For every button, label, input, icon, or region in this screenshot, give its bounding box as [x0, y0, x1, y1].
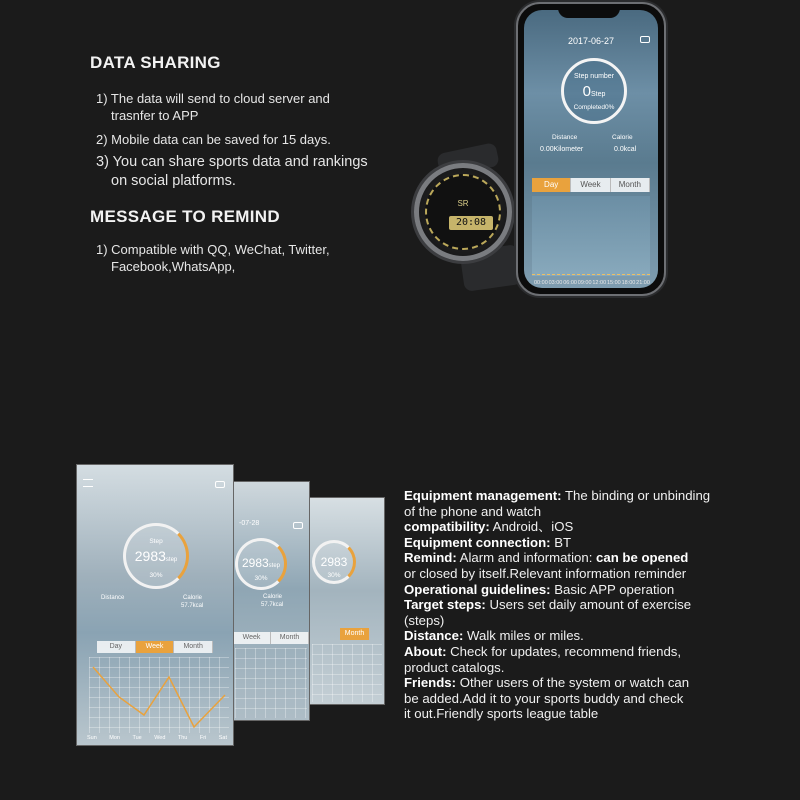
- feature-label: Equipment connection:: [404, 534, 551, 550]
- day-tick: Wed: [154, 735, 166, 741]
- feature-text-cont: product catalogs.: [404, 659, 505, 675]
- feature-text: Android、iOS: [489, 519, 574, 535]
- feature-text: BT: [550, 534, 572, 550]
- camera-icon[interactable]: [215, 481, 225, 488]
- remind-heading: MESSAGE TO REMIND: [90, 207, 280, 226]
- time-tick: 21:00: [636, 280, 650, 286]
- feature-text: Basic APP operation: [550, 581, 675, 597]
- calorie-value: 0.0kcal: [614, 146, 637, 153]
- step-percent: 30%: [327, 572, 341, 579]
- data-sharing-item-3: [96, 153, 368, 191]
- step-unit: step: [165, 557, 178, 563]
- day-axis: [87, 735, 227, 741]
- feature-text: Other users of the system or watch can: [456, 675, 690, 691]
- feature-text: Walk miles or miles.: [463, 628, 584, 644]
- feature-operational-guidelines: [404, 582, 796, 598]
- app-screen-day: [76, 464, 234, 746]
- data-sharing-item-1-line2: trasnfer to APP: [111, 108, 199, 123]
- data-sharing-item-2-line1: 2) Mobile data can be saved for 15 days.: [96, 132, 331, 147]
- period-tabs: [340, 628, 370, 640]
- calorie-label: Calorie: [263, 594, 283, 600]
- step-completed: Completed0%: [573, 104, 615, 111]
- feature-label: compatibility:: [404, 519, 490, 535]
- feature-text: Alarm and information:: [456, 550, 597, 566]
- calorie-label: Calorie: [183, 595, 203, 601]
- step-ring-label: Step number: [573, 73, 615, 80]
- calorie-label: Calorie: [612, 134, 633, 141]
- time-tick: 06:00: [563, 280, 577, 286]
- feature-text-cont: (steps): [404, 612, 445, 628]
- feature-list: [404, 488, 796, 722]
- tab-week[interactable]: Week: [233, 632, 271, 644]
- tab-day[interactable]: Day: [97, 641, 136, 653]
- time-tick: 03:00: [548, 280, 563, 286]
- data-sharing-heading: DATA SHARING: [90, 53, 221, 72]
- step-ring-small: [312, 540, 356, 584]
- screen-date: -07-28: [239, 520, 260, 527]
- day-tick: Thu: [177, 735, 188, 741]
- tab-month[interactable]: Month: [174, 641, 213, 653]
- remind-item-1: [96, 241, 330, 275]
- feature-friends: [404, 675, 796, 722]
- step-ring-value: [238, 556, 284, 570]
- day-tick: Tue: [132, 735, 142, 741]
- watch-sub-label: SR: [457, 199, 469, 208]
- feature-distance: [404, 628, 796, 644]
- step-ring-value: [126, 548, 186, 564]
- step-ring-medium: [235, 538, 287, 590]
- time-axis: [534, 280, 650, 286]
- step-count: 0: [582, 83, 591, 100]
- step-count: 2983: [320, 555, 348, 569]
- top-phone-date: 2017-06-27: [567, 36, 615, 46]
- feature-label: Remind:: [404, 550, 457, 566]
- activity-grid: [235, 648, 307, 718]
- time-tick: 15:00: [606, 280, 621, 286]
- status-bar: [77, 467, 233, 475]
- watch-dial: [425, 174, 501, 250]
- step-ring: [561, 58, 627, 124]
- step-count: 2983: [134, 548, 166, 564]
- day-tick: Fri: [199, 735, 207, 741]
- feature-text-cont: or closed by itself.Relevant information reminder: [404, 565, 687, 581]
- remind-item-1-line1: 1) Compatible with QQ, WeChat, Twitter,: [96, 242, 330, 257]
- step-ring-large: [123, 523, 189, 589]
- tab-week[interactable]: Week: [136, 641, 175, 653]
- feature-label: Equipment management:: [404, 488, 562, 503]
- period-tabs: [233, 632, 309, 644]
- feature-text-cont: of the phone and watch: [404, 503, 542, 519]
- step-unit: step: [268, 563, 281, 569]
- feature-text-cont: it out.Friendly sports league table: [404, 706, 599, 722]
- activity-graph: [532, 196, 650, 276]
- period-tabs: [97, 641, 213, 653]
- step-percent: 30%: [149, 572, 163, 579]
- data-sharing-item-1-line1: 1) The data will send to cloud server and: [96, 91, 330, 106]
- tab-month[interactable]: Month: [271, 632, 309, 644]
- phone-notch: [558, 4, 620, 18]
- distance-value: 0.00Kilometer: [540, 146, 584, 153]
- distance-label: Distance: [552, 134, 578, 141]
- data-sharing-item-3-line2: on social platforms.: [111, 173, 236, 189]
- feature-emphasis: can be opened: [596, 550, 689, 566]
- top-phone: [516, 2, 666, 296]
- remind-item-1-line2: Facebook,WhatsApp,: [111, 259, 236, 274]
- feature-text: The binding or unbinding: [561, 488, 711, 503]
- tab-week[interactable]: Week: [571, 178, 610, 192]
- watch-time-display: 20:08: [449, 216, 493, 230]
- tab-month[interactable]: Month: [611, 178, 650, 192]
- step-ring-value: [564, 83, 624, 100]
- weekly-trend-line: [89, 657, 229, 733]
- graph-axis: [532, 274, 650, 275]
- time-tick: 12:00: [592, 280, 607, 286]
- data-sharing-item-2: [96, 131, 331, 148]
- camera-icon[interactable]: [293, 522, 303, 529]
- feature-text-cont: be added.Add it to your sports buddy and check: [404, 690, 684, 706]
- tab-day[interactable]: Day: [532, 178, 571, 192]
- period-tabs: [532, 178, 650, 192]
- app-screen-month: [309, 497, 385, 705]
- top-phone-screen: [524, 10, 658, 288]
- app-screen-week: [232, 481, 310, 721]
- feature-equipment-connection: [404, 535, 796, 551]
- calorie-value: 57.7kcal: [261, 602, 284, 608]
- feature-remind: [404, 550, 796, 581]
- day-tick: Sat: [218, 735, 227, 741]
- tab-month[interactable]: Month: [340, 628, 370, 640]
- step-label: Step: [149, 538, 163, 545]
- distance-label: Distance: [101, 595, 125, 601]
- feature-equipment-management: [404, 488, 796, 519]
- activity-grid: [312, 644, 382, 702]
- feature-text: Users set daily amount of exercise: [485, 597, 692, 613]
- feature-label: Friends:: [404, 675, 457, 691]
- feature-text: Check for updates, recommend friends,: [446, 643, 682, 659]
- day-tick: Sun: [87, 735, 97, 741]
- time-tick: 00:00: [534, 280, 548, 286]
- feature-target-steps: [404, 597, 796, 628]
- data-sharing-item-3-line1: 3) You can share sports data and rankings: [96, 154, 368, 170]
- feature-about: [404, 644, 796, 675]
- feature-label: Target steps:: [404, 597, 486, 613]
- day-tick: Mon: [109, 735, 120, 741]
- time-tick: 09:00: [577, 280, 592, 286]
- calorie-value: 57.7kcal: [181, 603, 204, 609]
- menu-icon[interactable]: [83, 479, 93, 487]
- step-unit: Step: [590, 91, 606, 98]
- smartwatch: [414, 163, 512, 261]
- feature-label: Distance:: [404, 628, 464, 644]
- camera-icon[interactable]: [640, 36, 650, 43]
- step-percent: 30%: [254, 575, 268, 582]
- step-count: 2983: [241, 556, 269, 570]
- data-sharing-item-1: [96, 90, 330, 124]
- feature-label: About:: [404, 643, 447, 659]
- time-tick: 18:00: [621, 280, 636, 286]
- feature-label: Operational guidelines:: [404, 581, 551, 597]
- feature-compatibility: [404, 519, 796, 535]
